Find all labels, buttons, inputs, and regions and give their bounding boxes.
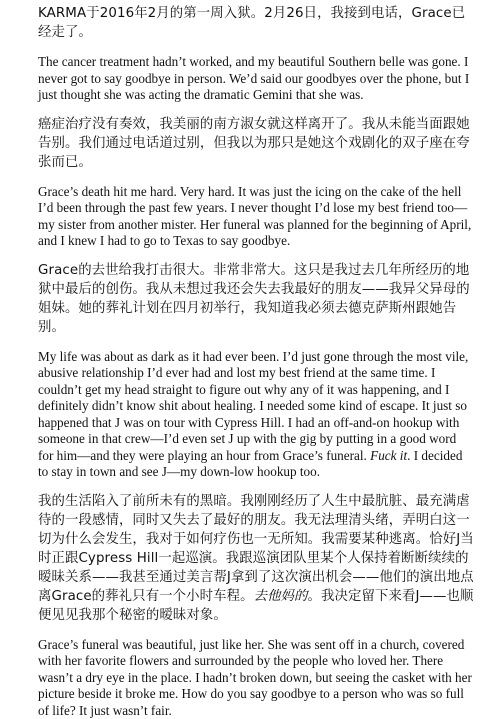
paragraph-zh-1: KARMA于2016年2月的第一周入狱。2月26日，我接到电话，Grace已经走了。 bbox=[38, 4, 474, 42]
paragraph-zh-2: 癌症治疗没有奏效，我美丽的南方淑女就这样离开了。我从未能当面跟她告别。我们通过电话道过别，但我以为那只是她这个戏剧化的双子座在夸张而已。 bbox=[38, 115, 474, 172]
paragraph-en-4: Grace’s funeral was beautiful, just like her. She was sent off in a church, covered with her favorite flowers and surrounded by the people who loved her. There wasn’t a dry eye in the place. I hadn’t broken down, but seeing the casket with her picture beside it broke me. How do you say goodbye to a person who was so full of life? It just wasn’t fair. bbox=[38, 637, 474, 719]
paragraph-en-2: Grace’s death hit me hard. Very hard. It was just the icing on the cake of the hell I’d been through the past few years. I never thought I’d lose my best friend too—my sister from another mister. Her funeral was planned for the beginning of April, and I knew I had to go to Texas to say goodbye. bbox=[38, 184, 474, 250]
paragraph-zh-4-emphasis: 去他妈的 bbox=[254, 589, 308, 604]
paragraph-zh-4 bbox=[38, 492, 474, 625]
paragraph-en-1: The cancer treatment hadn’t worked, and my beautiful Southern belle was gone. I never got to say goodbye in person. We’d said our goodbyes over the phone, but I just thought she was acting the dramatic Gemini that she was. bbox=[38, 54, 474, 104]
paragraph-en-3-text-after: . I decided to stay in town and see J—my down-low hookup too. bbox=[38, 448, 462, 480]
paragraph-zh-4-text-before: 我的生活陷入了前所未有的黑暗。我刚刚经历了人生中最肮脏、最充满虐待的一段感情，同时又失去了最好的朋友。我无法理清头绪，弄明白这一切为什么会发生，我对于如何疗伤也一无所知。我需要某种逃离。恰好J当时正跟Cypress Hill一起巡演。我跟巡演团队里某个人保持着断断续续的暧昧关系——我甚至通过美言帮J拿到了这次演出机会——他们的演出地点离Grace的葬礼只有一个小时车程。 bbox=[38, 494, 474, 604]
paragraph-en-3-text-before: My life was about as dark as it had ever been. I’d just gone through the most vile, abusive relationship I’d ever had and lost my best friend at the same time. I couldn’t get my head straight to figure out why any of it was happening, and I definitely didn’t know shit about healing. I needed some kind of escape. It just so happened that J was on tour with Cypress Hill. I had an off-and-on hookup with someone in that crew—I’d even set J up with the gig by putting in a good word for him—and they were playing an hour from Grace’s funeral. bbox=[38, 349, 468, 463]
paragraph-zh-3: Grace的去世给我打击很大。非常非常大。这只是我过去几年所经历的地狱中最后的创伤。我从未想过我还会失去我最好的朋友——我异父异母的姐妹。她的葬礼计划在四月初举行，我知道我必须去德克萨斯州跟她告别。 bbox=[38, 261, 474, 337]
paragraph-en-3 bbox=[38, 349, 474, 481]
paragraph-en-3-emphasis: Fuck it bbox=[370, 448, 407, 463]
paragraph-zh-4-text-after: 。我决定留下来看J——也顺便见见我那个秘密的暧昧对象。 bbox=[38, 589, 473, 623]
